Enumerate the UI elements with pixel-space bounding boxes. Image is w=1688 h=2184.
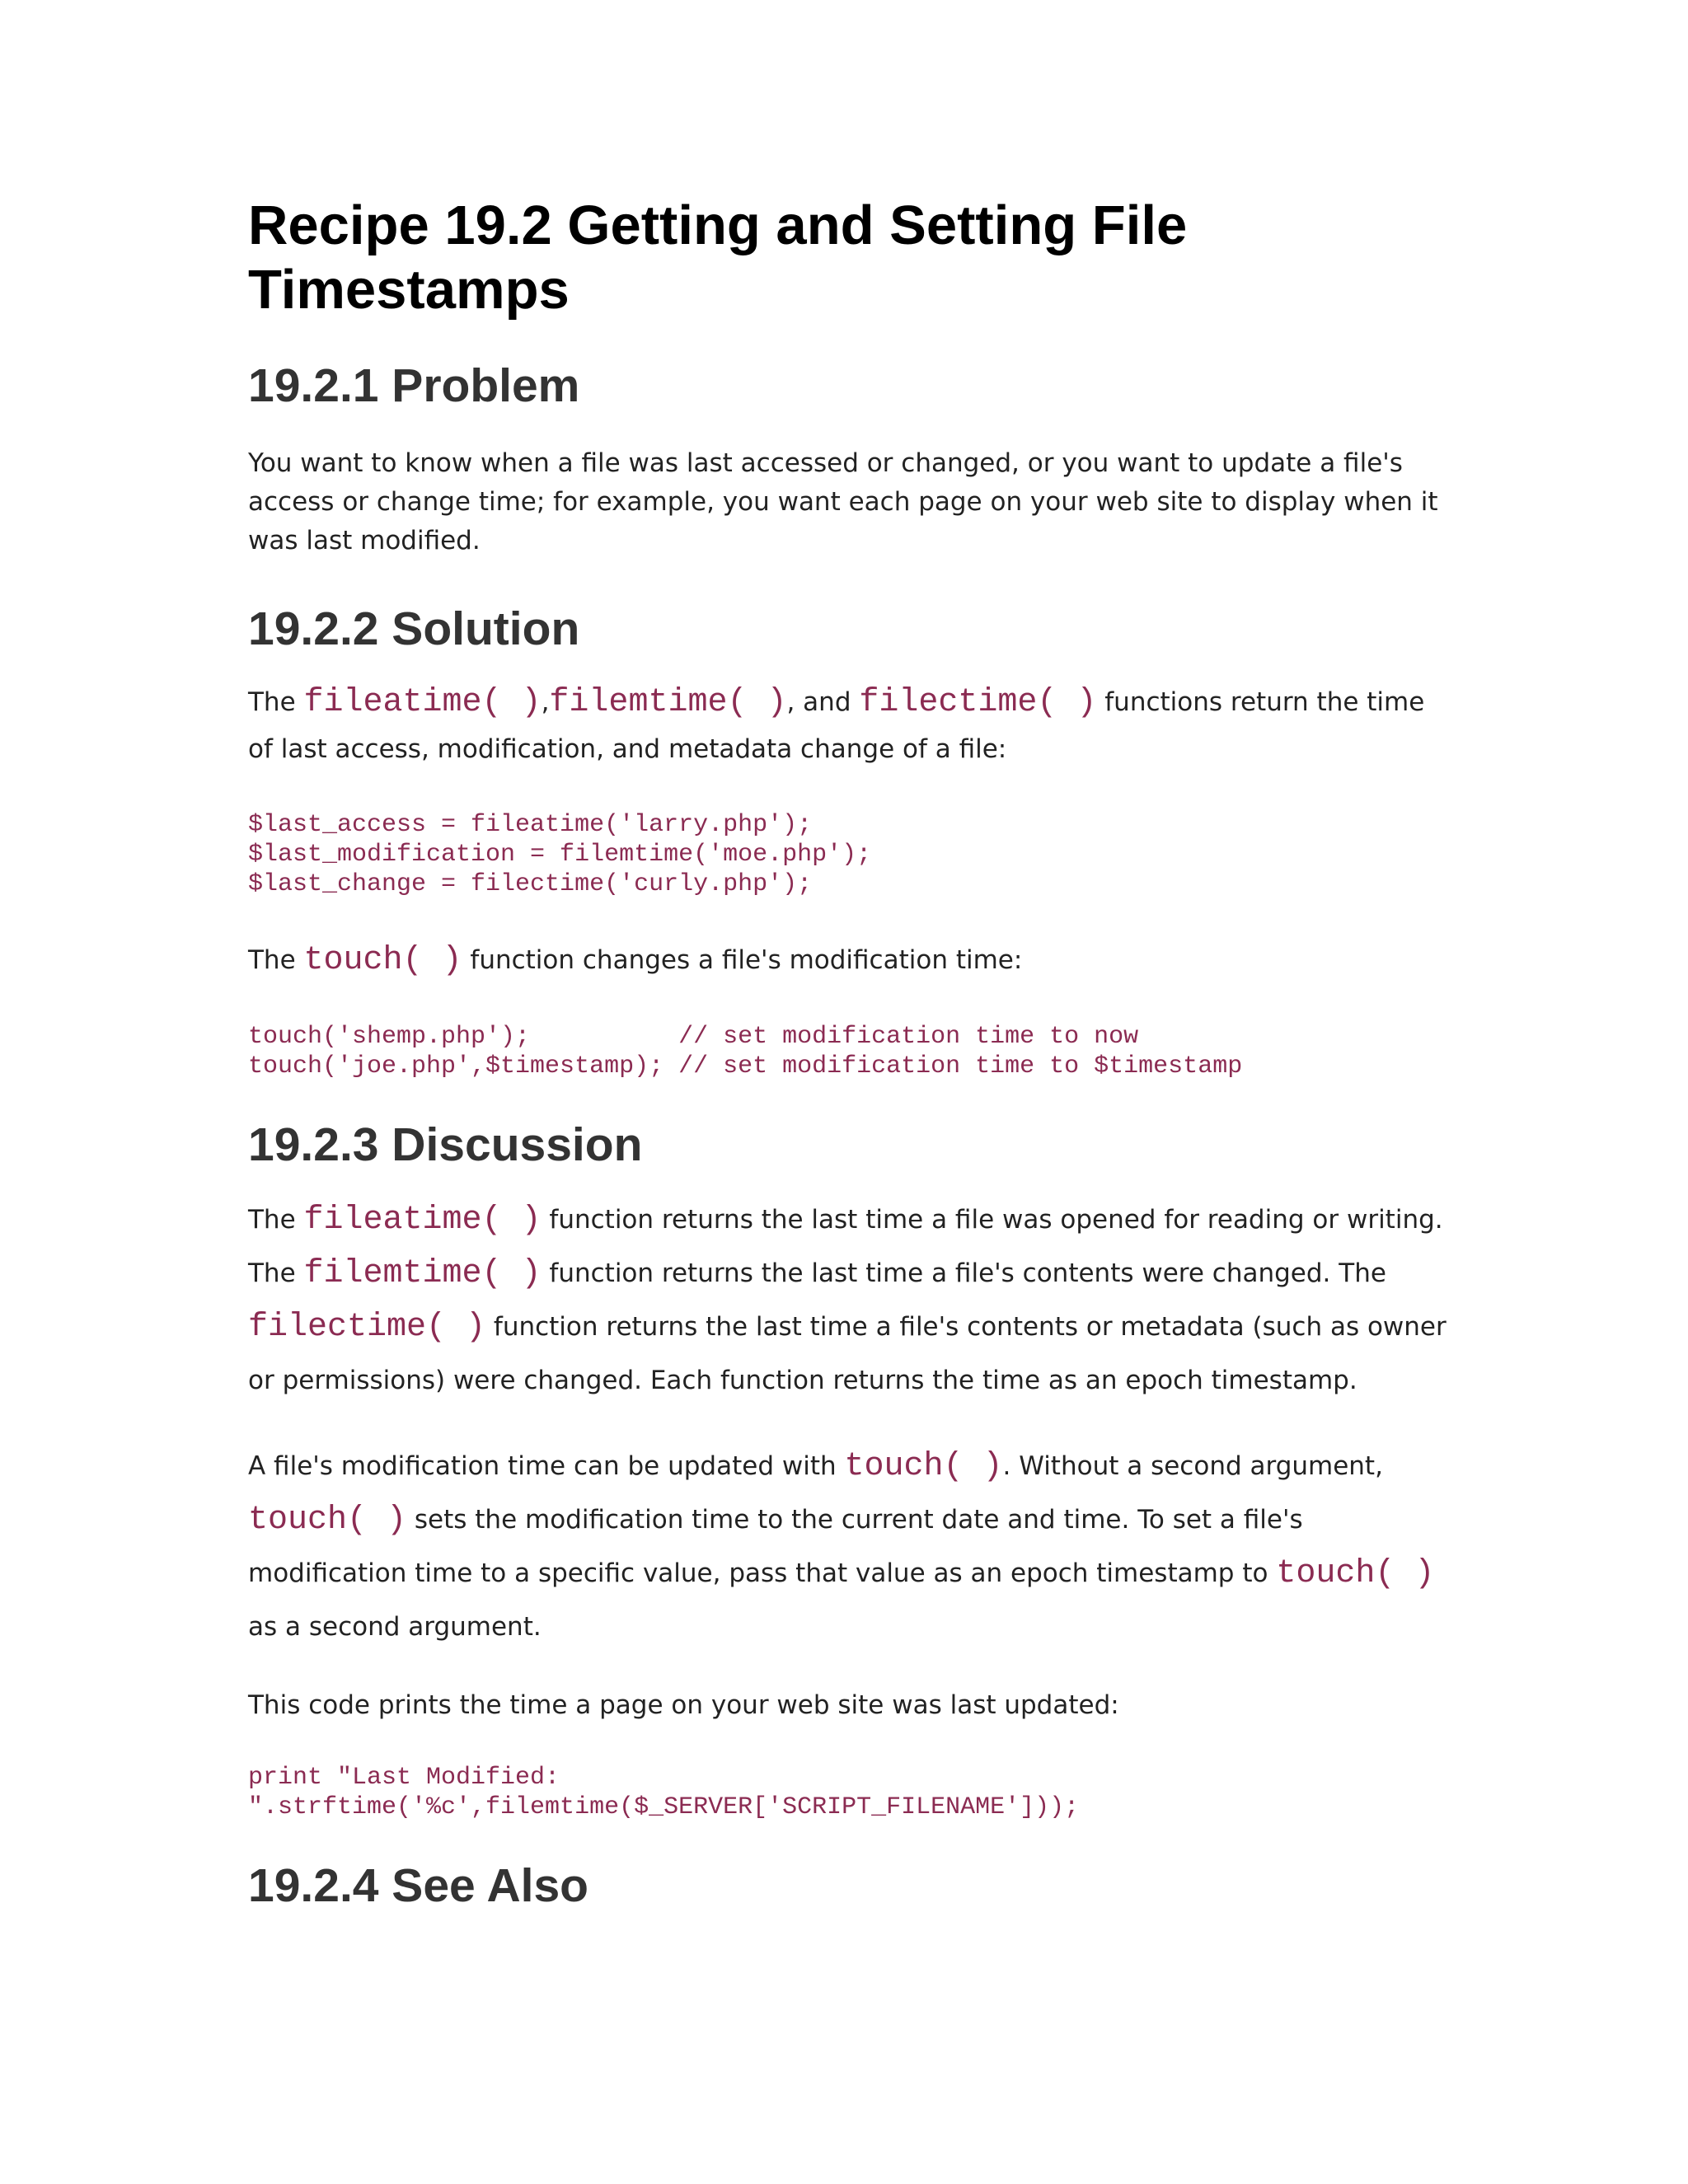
text-run: as a second argument.	[248, 1612, 542, 1642]
text-run: function changes a file's modification time:	[462, 945, 1023, 975]
code-filemtime: filemtime( )	[549, 684, 787, 721]
text-run: function returns the last time a file's contents or metadata (such as owner or permissions) were changed. Each function returns the time as an epoch timestamp.	[248, 1312, 1447, 1395]
code-block-timestamps	[248, 810, 1451, 899]
text-run: The	[248, 1205, 304, 1235]
text-run: A file's modification time can be updated with	[248, 1451, 845, 1481]
code-line: $last_modification = filemtime('moe.php');	[248, 841, 872, 869]
solution-paragraph-2	[248, 937, 1451, 984]
solution-heading: 19.2.2 Solution	[248, 602, 580, 655]
code-line: $last_access = fileatime('larry.php');	[248, 811, 813, 839]
title-line-2: Timestamps	[248, 259, 570, 321]
solution-paragraph-1	[248, 679, 1451, 772]
code-filectime: filectime( )	[248, 1309, 486, 1346]
code-touch: touch( )	[844, 1448, 1003, 1485]
text-run: ,	[541, 687, 550, 717]
problem-text: You want to know when a file was last accessed or changed, or you want to update a file's access or change time; for example, you want each page on your web site to display when it was last modified.	[248, 448, 1438, 555]
problem-heading: 19.2.1 Problem	[248, 359, 580, 412]
code-line: print "Last Modified:	[248, 1764, 560, 1792]
code-filemtime: filemtime( )	[303, 1255, 542, 1292]
code-fileatime: fileatime( )	[303, 1202, 542, 1239]
code-line: $last_change = filectime('curly.php');	[248, 870, 813, 898]
document-content	[248, 194, 1451, 1913]
code-block-print	[248, 1763, 1451, 1822]
text-run: . Without a second argument,	[1002, 1451, 1383, 1481]
text-run: The	[248, 945, 304, 975]
discussion-paragraph-3: This code prints the time a page on your web site was last updated:	[248, 1690, 1119, 1720]
discussion-paragraph-2	[248, 1440, 1451, 1653]
code-fileatime: fileatime( )	[303, 684, 542, 721]
see-also-heading: 19.2.4 See Also	[248, 1859, 588, 1912]
discussion-heading: 19.2.3 Discussion	[248, 1118, 643, 1171]
code-block-touch	[248, 1022, 1451, 1081]
text-run: function returns the last time a file was opened for reading or writing. The	[248, 1205, 1443, 1288]
code-touch: touch( )	[1276, 1555, 1435, 1592]
code-line: touch('joe.php',$timestamp); // set modification time to $timestamp	[248, 1052, 1243, 1080]
text-run: sets the modification time to the current date and time. To set a file's modification time to a specific value, pass that value as an epoch timestamp to	[248, 1505, 1303, 1588]
page-title	[248, 194, 1451, 322]
text-run: function returns the last time a file's contents were changed. The	[541, 1258, 1386, 1288]
code-line: touch('shemp.php'); // set modification time to now	[248, 1023, 1139, 1051]
text-run: The	[248, 687, 304, 717]
code-touch: touch( )	[248, 1502, 407, 1539]
discussion-paragraph-1	[248, 1193, 1451, 1407]
code-line: ".strftime('%c',filemtime($_SERVER['SCRIPT_FILENAME']));	[248, 1793, 1080, 1821]
title-line-1: Recipe 19.2 Getting and Setting File	[248, 194, 1188, 256]
code-filectime: filectime( )	[859, 684, 1097, 721]
text-run: , and	[786, 687, 860, 717]
code-touch: touch( )	[303, 942, 462, 979]
text-run: functions return the time of last access, modification, and metadata change of a file:	[248, 687, 1425, 764]
